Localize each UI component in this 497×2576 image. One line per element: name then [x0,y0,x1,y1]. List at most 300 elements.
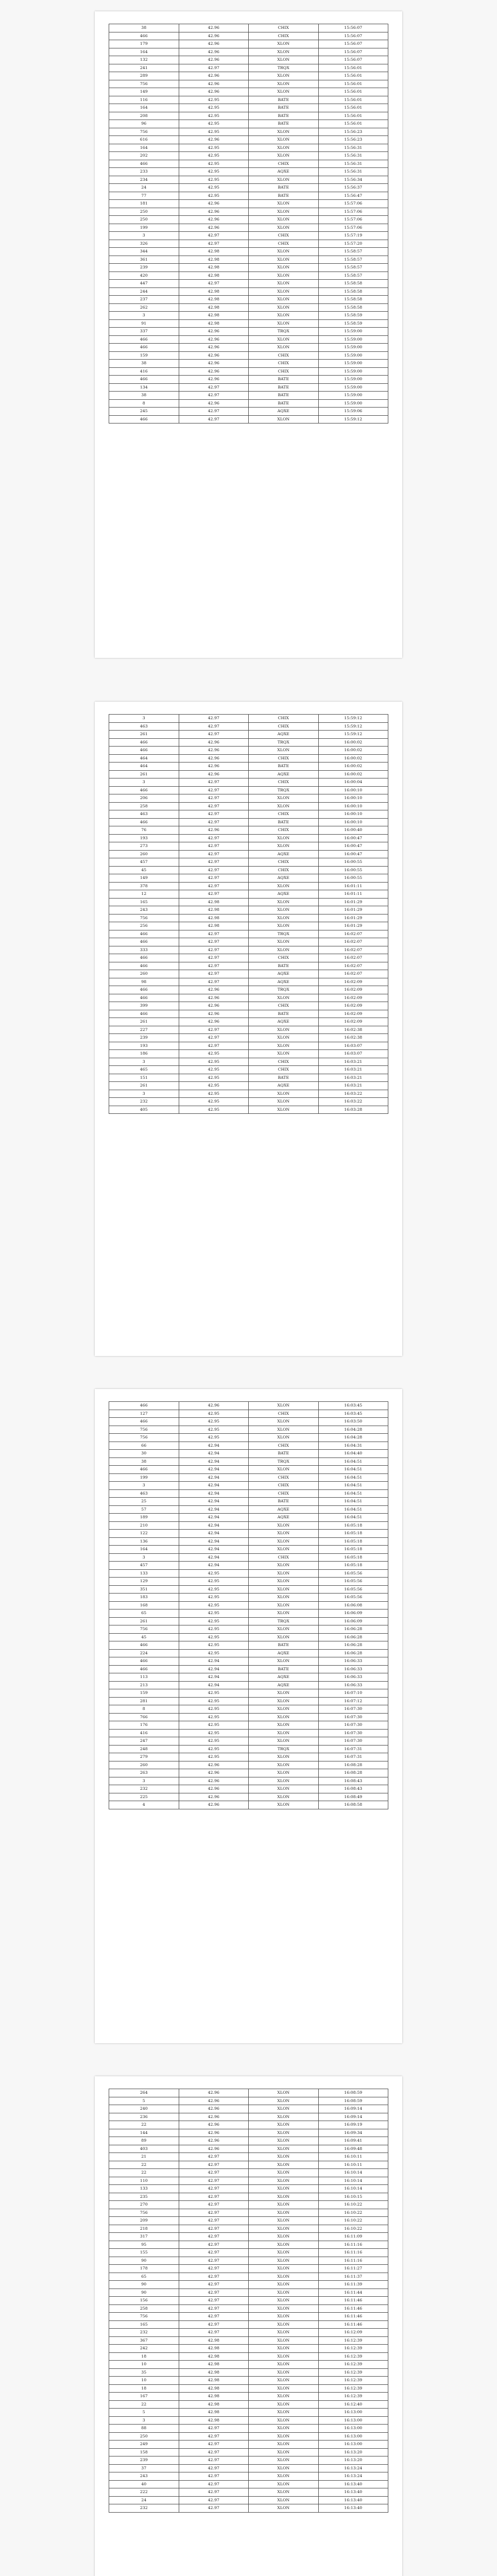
time-cell: 16:06:28 [318,1625,388,1634]
time-cell: 16:06:28 [318,1633,388,1641]
volume-cell: 466 [109,1418,179,1426]
time-cell: 15:56:34 [318,176,388,184]
time-cell: 15:59:00 [318,351,388,360]
transactions-table [109,714,388,1114]
table-row [109,1034,388,1042]
venue-cell: AQXE [249,770,319,778]
table-row [109,1761,388,1769]
venue-cell: XLON [249,842,319,851]
time-cell: 15:56:01 [318,104,388,112]
volume-cell: 756 [109,128,179,136]
price-cell: 42.95 [179,1617,249,1625]
volume-cell: 466 [109,376,179,384]
time-cell: 16:09:14 [318,2105,388,2113]
venue-cell: XLON [249,264,319,272]
price-cell: 42.97 [179,938,249,946]
table-row [109,2273,388,2281]
volume-cell: 235 [109,2193,179,2201]
volume-cell: 466 [109,747,179,755]
price-cell: 42.98 [179,2361,249,2369]
table-row [109,1713,388,1721]
venue-cell: XLON [249,1426,319,1434]
price-cell: 42.95 [179,1585,249,1594]
table-row [109,1777,388,1785]
price-cell: 42.96 [179,754,249,762]
time-cell: 16:02:07 [318,954,388,962]
table-row [109,2384,388,2393]
venue-cell: XLON [249,1569,319,1578]
price-cell: 42.96 [179,738,249,747]
venue-cell: XLON [249,1466,319,1474]
table-row [109,834,388,842]
volume-cell: 466 [109,32,179,40]
time-cell: 16:03:21 [318,1058,388,1066]
time-cell: 15:58:58 [318,296,388,304]
volume-cell: 239 [109,264,179,272]
table-row [109,296,388,304]
volume-cell: 168 [109,1601,179,1609]
price-cell: 42.95 [179,152,249,160]
venue-cell: XLON [249,1761,319,1769]
table-row [109,1418,388,1426]
venue-cell: XLON [249,1609,319,1618]
time-cell: 16:08:43 [318,1777,388,1785]
price-cell: 42.96 [179,2113,249,2121]
time-cell: 16:11:46 [318,2297,388,2305]
table-row [109,168,388,176]
time-cell: 16:03:21 [318,1082,388,1090]
venue-cell: XLON [249,2217,319,2225]
time-cell: 16:11:16 [318,2257,388,2265]
time-cell: 16:05:18 [318,1537,388,1546]
table-row [109,415,388,423]
table-row [109,810,388,819]
table-row [109,890,388,899]
time-cell: 15:59:06 [318,408,388,416]
price-cell: 42.95 [179,128,249,136]
time-cell: 15:59:12 [318,415,388,423]
table-row [109,1530,388,1538]
venue-cell: XLON [249,2193,319,2201]
volume-cell: 3 [109,1058,179,1066]
volume-cell: 45 [109,1633,179,1641]
table-row [109,2329,388,2337]
price-cell: 42.97 [179,842,249,851]
time-cell: 16:05:56 [318,1569,388,1578]
volume-cell: 8 [109,399,179,408]
volume-cell: 233 [109,168,179,176]
volume-cell: 466 [109,1010,179,1018]
time-cell: 16:03:22 [318,1098,388,1106]
price-cell: 42.97 [179,2161,249,2169]
volume-cell: 165 [109,2320,179,2329]
venue-cell: CHIX [249,1553,319,1562]
table-row [109,2097,388,2105]
volume-cell: 8 [109,1705,179,1714]
venue-cell: XLON [249,2233,319,2241]
price-cell: 42.97 [179,722,249,731]
time-cell: 15:56:07 [318,40,388,48]
volume-cell: 199 [109,1473,179,1482]
table-row [109,930,388,938]
venue-cell: XLON [249,1578,319,1586]
time-cell: 16:00:10 [318,810,388,819]
venue-cell: XLON [249,2145,319,2153]
volume-cell: 208 [109,112,179,120]
volume-cell: 40 [109,2480,179,2488]
time-cell: 16:04:51 [318,1514,388,1522]
table-row [109,287,388,296]
table-row [109,866,388,874]
table-row [109,1769,388,1777]
time-cell: 16:09:48 [318,2145,388,2153]
time-cell: 16:00:04 [318,778,388,787]
table-row [109,2377,388,2385]
price-cell: 42.98 [179,2336,249,2345]
venue-cell: XLON [249,994,319,1002]
table-row [109,392,388,400]
price-cell: 42.96 [179,1769,249,1777]
price-cell: 42.98 [179,914,249,922]
table-row [109,2289,388,2297]
venue-cell: XLON [249,1098,319,1106]
venue-cell: XLON [249,2488,319,2497]
venue-cell: XLON [249,1050,319,1058]
price-cell: 42.97 [179,2320,249,2329]
venue-cell: TRQX [249,930,319,938]
table-row [109,2105,388,2113]
price-cell: 42.95 [179,1697,249,1705]
table-row [109,2233,388,2241]
table-row [109,96,388,104]
venue-cell: XLON [249,794,319,803]
price-cell: 42.95 [179,96,249,104]
venue-cell: CHIX [249,360,319,368]
price-cell: 42.97 [179,2177,249,2185]
price-cell: 42.94 [179,1530,249,1538]
volume-cell: 151 [109,1074,179,1082]
venue-cell: XLON [249,2320,319,2329]
volume-cell: 466 [109,1665,179,1673]
price-cell: 42.96 [179,224,249,232]
venue-cell: XLON [249,128,319,136]
time-cell: 16:05:18 [318,1546,388,1554]
volume-cell: 210 [109,1521,179,1530]
volume-cell: 225 [109,1793,179,1801]
table-row [109,2361,388,2369]
venue-cell: XLON [249,2225,319,2233]
volume-cell: 463 [109,1489,179,1498]
volume-cell: 136 [109,1537,179,1546]
price-cell: 42.96 [179,351,249,360]
table-row [109,176,388,184]
time-cell: 16:00:47 [318,842,388,851]
time-cell: 16:10:15 [318,2193,388,2201]
table-row [109,1625,388,1634]
table-row [109,2368,388,2377]
table-row [109,858,388,867]
time-cell: 15:56:01 [318,80,388,88]
venue-cell: XLON [249,1793,319,1801]
volume-cell: 457 [109,858,179,867]
time-cell: 16:07:12 [318,1697,388,1705]
time-cell: 16:06:33 [318,1665,388,1673]
table-row [109,1609,388,1618]
venue-cell: AQXE [249,1505,319,1514]
time-cell: 16:13:20 [318,2456,388,2465]
volume-cell: 260 [109,1761,179,1769]
volume-cell: 164 [109,1546,179,1554]
volume-cell: 237 [109,296,179,304]
price-cell: 42.97 [179,2464,249,2472]
venue-cell: XLON [249,415,319,423]
table-row [109,224,388,232]
time-cell: 16:13:00 [318,2416,388,2425]
price-cell: 42.97 [179,280,249,288]
time-cell: 16:12:39 [318,2384,388,2393]
time-cell: 16:08:28 [318,1761,388,1769]
venue-cell: BATE [249,184,319,192]
venue-cell: BATE [249,112,319,120]
venue-cell: XLON [249,248,319,256]
venue-cell: XLON [249,272,319,280]
table-row [109,2393,388,2401]
price-cell: 42.97 [179,232,249,240]
time-cell: 16:04:51 [318,1466,388,1474]
time-cell: 16:10:11 [318,2153,388,2161]
time-cell: 15:56:01 [318,96,388,104]
volume-cell: 144 [109,2129,179,2137]
price-cell: 42.95 [179,1609,249,1618]
venue-cell: XLON [249,1777,319,1785]
volume-cell: 250 [109,208,179,216]
table-row [109,1665,388,1673]
venue-cell: XLON [249,2393,319,2401]
time-cell: 15:57:06 [318,208,388,216]
price-cell: 42.94 [179,1521,249,1530]
volume-cell: 258 [109,2304,179,2313]
price-cell: 42.98 [179,2393,249,2401]
table-row [109,152,388,160]
time-cell: 15:56:07 [318,24,388,32]
time-cell: 15:59:00 [318,376,388,384]
price-cell: 42.96 [179,1402,249,1410]
venue-cell: TRQX [249,64,319,72]
venue-cell: BATE [249,392,319,400]
venue-cell: XLON [249,1601,319,1609]
volume-cell: 22 [109,2400,179,2409]
table-row [109,1585,388,1594]
time-cell: 16:13:00 [318,2409,388,2417]
time-cell: 16:13:40 [318,2496,388,2504]
table-row [109,1002,388,1010]
table-row [109,1793,388,1801]
volume-cell: 155 [109,2249,179,2257]
transactions-table [109,24,388,423]
time-cell: 16:02:09 [318,994,388,1002]
table-row [109,882,388,890]
venue-cell: BATE [249,399,319,408]
time-cell: 15:58:59 [318,312,388,320]
price-cell: 42.94 [179,1681,249,1689]
time-cell: 16:09:34 [318,2129,388,2137]
price-cell: 42.97 [179,970,249,978]
volume-cell: 756 [109,80,179,88]
price-cell: 42.97 [179,2257,249,2265]
venue-cell: XLON [249,938,319,946]
price-cell: 42.94 [179,1489,249,1498]
volume-cell: 149 [109,88,179,96]
venue-cell: XLON [249,1106,319,1114]
volume-cell: 206 [109,794,179,803]
venue-cell: CHIX [249,24,319,32]
price-cell: 42.97 [179,2273,249,2281]
table-row [109,2129,388,2137]
table-row [109,2425,388,2433]
price-cell: 42.95 [179,176,249,184]
price-cell: 42.97 [179,2217,249,2225]
time-cell: 16:00:10 [318,802,388,810]
price-cell: 42.96 [179,1002,249,1010]
table-row [109,2257,388,2265]
table-row [109,1753,388,1761]
time-cell: 16:02:09 [318,1010,388,1018]
table-row [109,2409,388,2417]
venue-cell: XLON [249,2496,319,2504]
volume-cell: 756 [109,2209,179,2217]
volume-cell: 326 [109,240,179,248]
time-cell: 16:01:29 [318,914,388,922]
volume-cell: 466 [109,954,179,962]
price-cell: 42.95 [179,1106,249,1114]
volume-cell: 3 [109,1553,179,1562]
volume-cell: 361 [109,256,179,264]
volume-cell: 21 [109,2153,179,2161]
table-row [109,408,388,416]
time-cell: 15:58:58 [318,280,388,288]
time-cell: 16:03:50 [318,1418,388,1426]
table-row [109,1594,388,1602]
price-cell: 42.94 [179,1537,249,1546]
table-row [109,1546,388,1554]
table-row [109,2249,388,2257]
time-cell: 16:05:56 [318,1578,388,1586]
time-cell: 16:13:00 [318,2425,388,2433]
table-row [109,1074,388,1082]
time-cell: 16:05:18 [318,1521,388,1530]
volume-cell: 3 [109,1482,179,1490]
price-cell: 42.97 [179,408,249,416]
table-row [109,786,388,794]
table-row [109,1010,388,1018]
venue-cell: AQXE [249,890,319,899]
price-cell: 42.94 [179,1473,249,1482]
venue-cell: BATE [249,1498,319,1506]
venue-cell: XLON [249,1697,319,1705]
table-row [109,826,388,835]
time-cell: 16:09:14 [318,2113,388,2121]
venue-cell: XLON [249,2441,319,2449]
venue-cell: CHIX [249,240,319,248]
time-cell: 15:56:31 [318,160,388,168]
venue-cell: CHIX [249,1410,319,1418]
venue-cell: XLON [249,1769,319,1777]
price-cell: 42.96 [179,1785,249,1793]
venue-cell: BATE [249,962,319,970]
time-cell: 16:08:43 [318,1785,388,1793]
volume-cell: 222 [109,2488,179,2497]
table-row [109,88,388,96]
price-cell: 42.98 [179,2416,249,2425]
table-row [109,1026,388,1034]
volume-cell: 457 [109,1562,179,1570]
table-row [109,802,388,810]
volume-cell: 110 [109,2177,179,2185]
volume-cell: 281 [109,1697,179,1705]
table-row [109,2241,388,2249]
volume-cell: 261 [109,1018,179,1026]
price-cell: 42.96 [179,200,249,208]
venue-cell: XLON [249,2416,319,2425]
venue-cell: BATE [249,1074,319,1082]
volume-cell: 76 [109,826,179,835]
volume-cell: 3 [109,1777,179,1785]
price-cell: 42.97 [179,2185,249,2193]
venue-cell: XLON [249,2201,319,2209]
venue-cell: XLON [249,312,319,320]
table-row [109,136,388,144]
volume-cell: 344 [109,248,179,256]
price-cell: 42.96 [179,994,249,1002]
price-cell: 42.97 [179,874,249,883]
venue-cell: XLON [249,1585,319,1594]
price-cell: 42.98 [179,2409,249,2417]
volume-cell: 3 [109,312,179,320]
price-cell: 42.94 [179,1546,249,1554]
volume-cell: 12 [109,890,179,899]
venue-cell: BATE [249,1450,319,1458]
table-row [109,128,388,136]
venue-cell: XLON [249,1625,319,1634]
price-cell: 42.94 [179,1562,249,1570]
volume-cell: 96 [109,120,179,128]
volume-cell: 38 [109,24,179,32]
volume-cell: 416 [109,1729,179,1737]
table-row [109,1466,388,1474]
price-cell: 42.98 [179,296,249,304]
venue-cell: CHIX [249,1482,319,1490]
table-row [109,240,388,248]
time-cell: 15:59:00 [318,367,388,376]
table-row [109,1489,388,1498]
volume-cell: 133 [109,2185,179,2193]
price-cell: 42.95 [179,1578,249,1586]
time-cell: 16:06:33 [318,1681,388,1689]
venue-cell: XLON [249,1434,319,1442]
document-page-4 [95,2076,402,2576]
venue-cell: TRQX [249,328,319,336]
volume-cell: 65 [109,1609,179,1618]
time-cell: 15:57:20 [318,240,388,248]
venue-cell: CHIX [249,160,319,168]
time-cell: 15:59:00 [318,344,388,352]
price-cell: 42.97 [179,240,249,248]
venue-cell: XLON [249,2169,319,2177]
price-cell: 42.97 [179,2289,249,2297]
venue-cell: CHIX [249,1473,319,1482]
table-row [109,2496,388,2504]
time-cell: 16:13:00 [318,2432,388,2441]
